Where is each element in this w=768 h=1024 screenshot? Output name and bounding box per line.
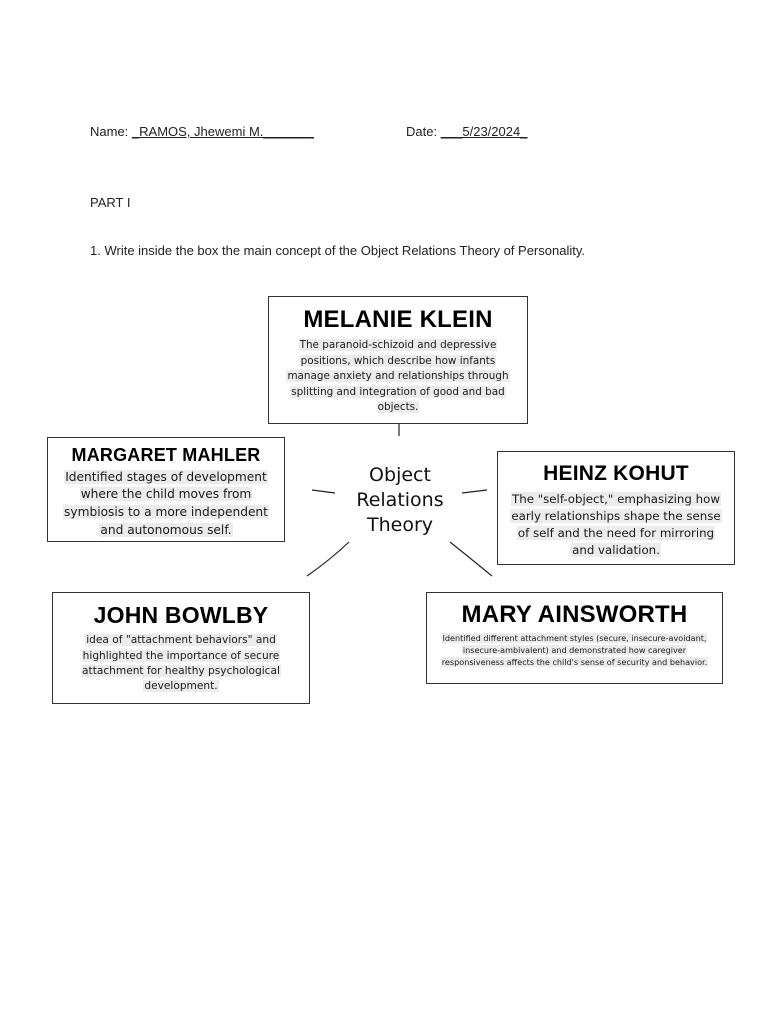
box-description: The paranoid-schizoid and depressive positions, which describe how infants manage anxiety and relationships through splitting and integration of good and bad objects. — [287, 339, 509, 414]
date-label: Date: — [406, 124, 441, 139]
center-label-line-3: Theory — [366, 514, 434, 536]
part-label: PART I — [90, 195, 131, 210]
instruction-text: 1. Write inside the box the main concept of the Object Relations Theory of Personality. — [90, 243, 585, 258]
center-label — [348, 463, 452, 538]
connector-mahler — [312, 490, 335, 493]
name-label: Name: — [90, 124, 132, 139]
box-description: Identified different attachment styles (secure, insecure-avoidant, insecure-ambivalent) and demonstrated how caregiver responsiveness affects the child's sense of security and behavior. — [441, 633, 708, 667]
box-title: MELANIE KLEIN — [303, 306, 493, 333]
box-title: HEINZ KOHUT — [543, 462, 689, 485]
box-description: The "self-object," emphasizing how early relationships shape the sense of self and the need for mirroring and validation. — [511, 492, 721, 558]
center-label-line-1: Object — [369, 464, 431, 486]
box-heinz-kohut — [497, 451, 735, 565]
box-title: MARY AINSWORTH — [461, 601, 688, 628]
box-title: MARGARET MAHLER — [71, 445, 261, 465]
date-value: ___5/23/2024_ — [440, 124, 528, 139]
box-melanie-klein — [268, 296, 528, 424]
box-john-bowlby — [52, 592, 310, 704]
box-description: idea of "attachment behaviors" and highlighted the importance of secure attachment for healthy psychological development. — [82, 634, 280, 693]
center-label-line-2: Relations — [356, 489, 444, 511]
box-mary-ainsworth — [426, 592, 723, 684]
connector-kohut — [462, 490, 487, 493]
box-margaret-mahler — [47, 437, 285, 542]
connector-bowlby — [307, 542, 349, 576]
box-title: JOHN BOWLBY — [93, 602, 269, 628]
connector-ainsworth — [450, 542, 492, 576]
name-value: _RAMOS, Jhewemi M._______ — [131, 124, 314, 139]
box-description: Identified stages of development where the child moves from symbiosis to a more independent and autonomous self. — [64, 469, 268, 537]
